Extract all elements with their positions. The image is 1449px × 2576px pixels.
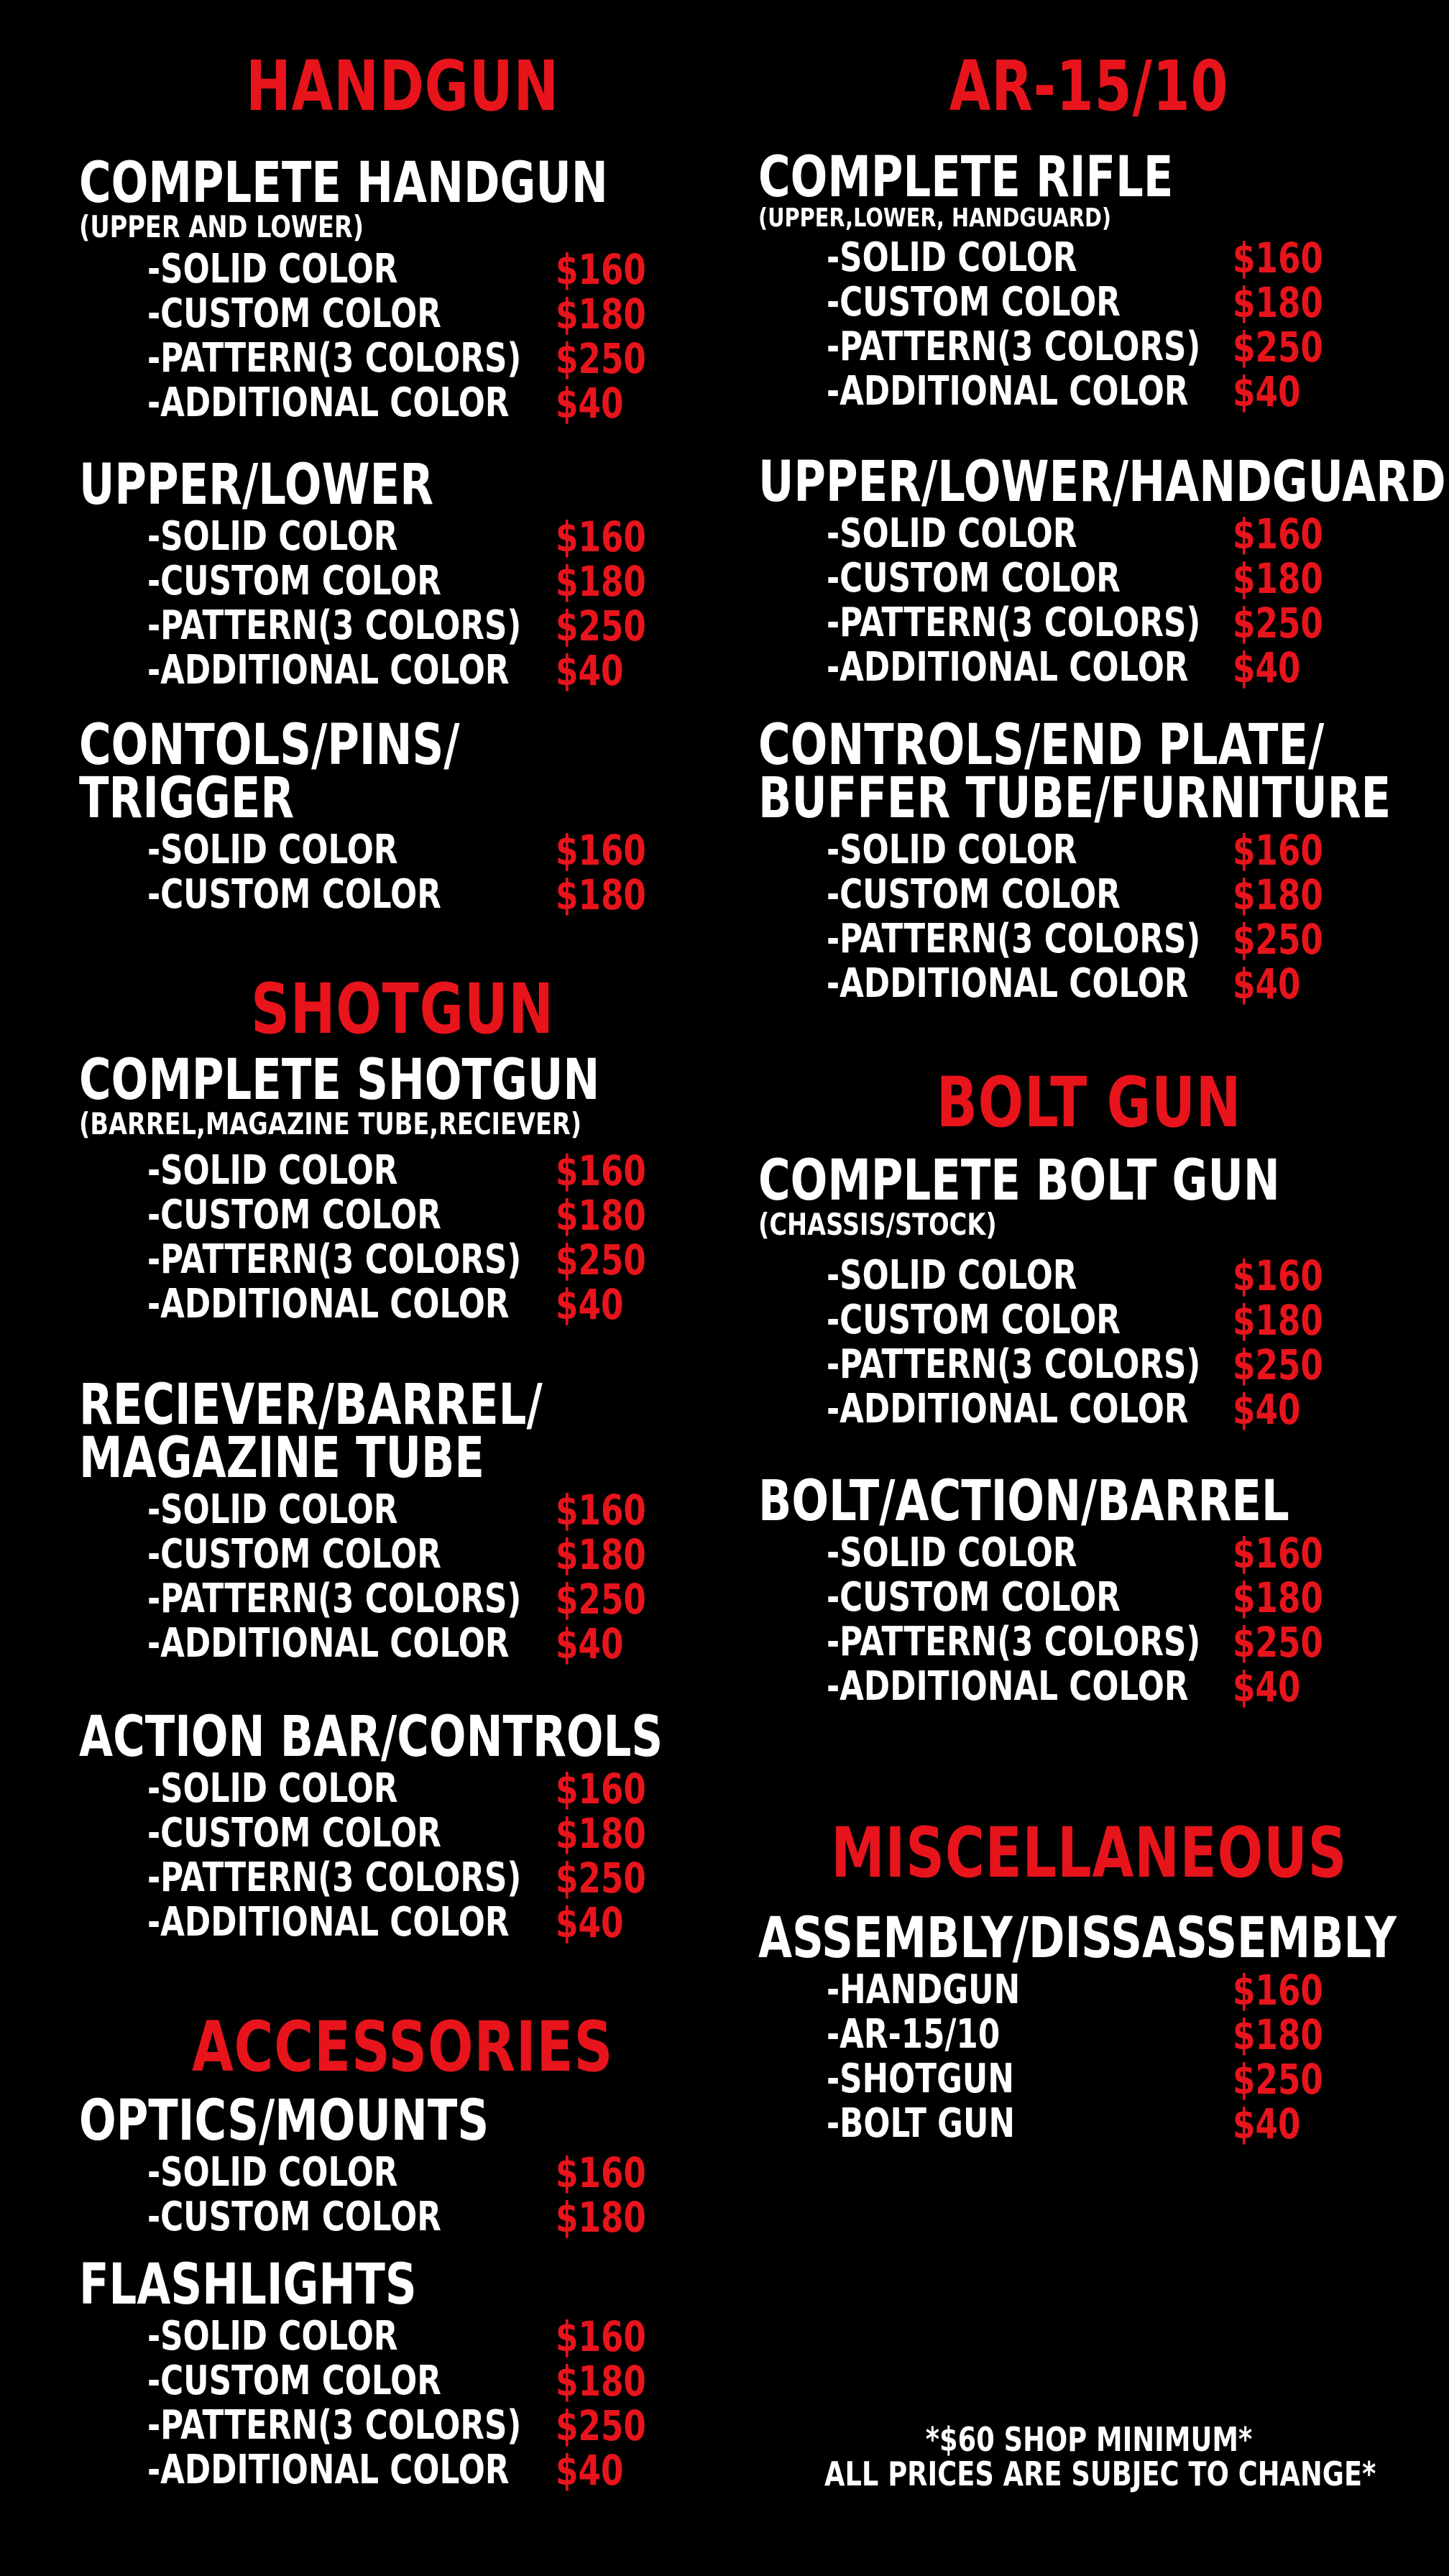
section-complete-handgun xyxy=(79,151,757,428)
item-label: -PATTERN(3 COLORS) xyxy=(147,335,522,382)
item-price: $180 xyxy=(556,1191,646,1240)
price-item xyxy=(79,290,757,339)
item-price: $250 xyxy=(1233,2055,1323,2104)
item-price: $180 xyxy=(556,870,646,919)
section-title-line2: MAGAZINE TUBE xyxy=(79,1426,484,1491)
item-label: -CUSTOM COLOR xyxy=(147,2358,441,2404)
category-title-handgun: HANDGUN xyxy=(246,46,559,126)
price-item xyxy=(758,556,1449,601)
item-price: $250 xyxy=(1233,1340,1323,1389)
price-item xyxy=(79,336,757,381)
section-title: UPPER/LOWER xyxy=(79,453,434,518)
price-item xyxy=(79,1854,827,1903)
item-label: -SOLID COLOR xyxy=(827,827,1077,873)
price-item xyxy=(79,1532,673,1577)
section-complete-rifle xyxy=(758,145,1323,416)
price-item xyxy=(79,826,646,875)
item-label: -SOLID COLOR xyxy=(147,1147,398,1194)
price-item xyxy=(758,599,1449,648)
price-item xyxy=(79,2357,646,2406)
item-label: -CUSTOM COLOR xyxy=(147,290,441,337)
price-item xyxy=(758,2012,1449,2057)
item-label: -SOLID COLOR xyxy=(147,246,398,293)
item-price: $180 xyxy=(556,290,646,339)
price-change-note: ALL PRICES ARE SUBJEC TO CHANGE* xyxy=(824,2455,1376,2493)
item-label: -SOLID COLOR xyxy=(147,1486,398,1533)
price-item xyxy=(79,1811,827,1856)
item-price: $40 xyxy=(556,2446,624,2495)
price-item xyxy=(758,1251,1427,1300)
price-item xyxy=(79,381,757,426)
item-price: $250 xyxy=(556,602,646,650)
item-price: $40 xyxy=(1233,2099,1301,2148)
price-item xyxy=(79,2193,646,2242)
item-price: $40 xyxy=(556,379,624,428)
section-upper-lower xyxy=(79,453,646,695)
price-item xyxy=(79,512,646,561)
section-title: OPTICS/MOUNTS xyxy=(79,2089,489,2153)
item-label: -SOLID COLOR xyxy=(147,1765,398,1812)
price-item xyxy=(758,645,1449,690)
price-item xyxy=(79,2401,646,2450)
section-title: UPPER/LOWER/HANDGUARD xyxy=(758,450,1446,515)
category-title-bolt-gun: BOLT GUN xyxy=(936,1062,1242,1143)
price-item xyxy=(79,247,757,292)
item-price: $250 xyxy=(556,1854,646,1903)
price-item xyxy=(758,1662,1439,1711)
section-action-bar-controls xyxy=(79,1705,827,1947)
section-upper-lower-handguard xyxy=(758,450,1449,692)
shop-minimum-note: *$60 SHOP MINIMUM* xyxy=(925,2420,1253,2459)
item-price: $160 xyxy=(1233,1966,1323,2015)
item-label: -CUSTOM COLOR xyxy=(827,1297,1121,1343)
item-label: -SOLID COLOR xyxy=(827,1530,1077,1576)
section-optics-mounts xyxy=(79,2089,646,2242)
left-column xyxy=(79,0,726,2576)
section-assembly-dissassembly xyxy=(758,1906,1449,2148)
section-title: COMPLETE BOLT GUN xyxy=(758,1149,1280,1213)
section-controls-end-plate-buffer-tube-furniture xyxy=(758,713,1449,1008)
section-title-line1: CONTOLS/PINS/ xyxy=(79,713,460,778)
item-label: -ADDITIONAL COLOR xyxy=(147,380,510,426)
price-item xyxy=(79,557,646,606)
item-label: -ADDITIONAL COLOR xyxy=(147,1620,510,1667)
item-price: $40 xyxy=(1233,1662,1301,1711)
item-price: $40 xyxy=(1233,1385,1301,1434)
item-label: -CUSTOM COLOR xyxy=(147,2194,441,2240)
item-price: $250 xyxy=(556,2401,646,2450)
item-price: $160 xyxy=(1233,234,1323,282)
section-title: BOLT/ACTION/BARREL xyxy=(758,1469,1289,1534)
item-price: $160 xyxy=(556,2148,646,2197)
price-item xyxy=(758,1298,1427,1343)
item-label: -HANDGUN xyxy=(827,1966,1021,2013)
item-label: -ADDITIONAL COLOR xyxy=(147,647,510,694)
footer-note xyxy=(758,2422,1420,2491)
item-price: $160 xyxy=(1233,826,1323,875)
item-label: -PATTERN(3 COLORS) xyxy=(827,916,1201,962)
item-label: -SOLID COLOR xyxy=(147,2149,398,2196)
price-item xyxy=(758,512,1449,556)
item-price: $180 xyxy=(1233,278,1323,327)
item-price: $160 xyxy=(556,512,646,561)
section-controls-pins-trigger xyxy=(79,713,646,919)
item-price: $40 xyxy=(556,1280,624,1329)
price-item xyxy=(79,602,646,650)
price-item xyxy=(758,870,1449,919)
price-item xyxy=(79,1900,827,1945)
price-item xyxy=(758,367,1301,416)
price-item xyxy=(79,1146,747,1195)
item-label: -ADDITIONAL COLOR xyxy=(827,644,1189,691)
item-label: -ADDITIONAL COLOR xyxy=(827,1386,1189,1432)
price-item xyxy=(79,2446,624,2495)
item-label: -CUSTOM COLOR xyxy=(827,871,1121,918)
item-label: -PATTERN(3 COLORS) xyxy=(147,1576,522,1622)
item-label: -CUSTOM COLOR xyxy=(147,1810,441,1857)
item-price: $250 xyxy=(1233,915,1323,964)
item-price: $40 xyxy=(1233,643,1301,692)
item-price: $180 xyxy=(556,1530,646,1579)
item-label: -SOLID COLOR xyxy=(827,234,1077,281)
price-item xyxy=(758,1966,1449,2015)
section-note: (CHASSIS/STOCK) xyxy=(758,1207,997,1242)
item-price: $250 xyxy=(1233,323,1323,372)
item-price: $250 xyxy=(1233,1618,1323,1667)
price-item xyxy=(79,2312,646,2361)
item-label: -PATTERN(3 COLORS) xyxy=(147,1854,522,1901)
item-label: -SOLID COLOR xyxy=(147,2313,398,2360)
item-price: $40 xyxy=(556,1619,624,1668)
item-label: -PATTERN(3 COLORS) xyxy=(827,1619,1201,1665)
item-price: $180 xyxy=(556,1809,646,1858)
item-price: $180 xyxy=(556,2357,646,2406)
section-flashlights xyxy=(79,2253,646,2495)
category-title-ar: AR-15/10 xyxy=(949,46,1229,126)
item-price: $180 xyxy=(556,557,646,606)
price-item xyxy=(758,1387,1427,1432)
price-item xyxy=(758,1620,1439,1665)
section-title-line1: RECIEVER/BARREL/ xyxy=(79,1373,543,1438)
item-price: $40 xyxy=(1233,367,1301,416)
item-price: $250 xyxy=(1233,599,1323,648)
section-complete-shotgun xyxy=(79,1048,747,1329)
item-price: $40 xyxy=(556,646,624,695)
item-price: $160 xyxy=(556,1765,646,1813)
item-label: -PATTERN(3 COLORS) xyxy=(147,602,522,649)
price-item xyxy=(758,962,1449,1006)
item-label: -PATTERN(3 COLORS) xyxy=(147,2402,522,2449)
price-item xyxy=(758,323,1323,372)
item-price: $160 xyxy=(556,1486,646,1535)
item-price: $180 xyxy=(1233,1573,1323,1622)
section-title-line2: TRIGGER xyxy=(79,766,295,831)
section-title: COMPLETE HANDGUN xyxy=(79,151,608,216)
item-price: $160 xyxy=(556,1146,646,1195)
item-label: -PATTERN(3 COLORS) xyxy=(827,1341,1201,1388)
section-title: COMPLETE SHOTGUN xyxy=(79,1048,600,1113)
price-item xyxy=(758,1573,1439,1622)
price-item xyxy=(758,278,1323,327)
item-label: -CUSTOM COLOR xyxy=(147,871,441,918)
section-title: COMPLETE RIFLE xyxy=(758,145,1174,210)
item-label: -SHOTGUN xyxy=(827,2056,1014,2102)
item-label: -CUSTOM COLOR xyxy=(827,279,1121,326)
item-label: -PATTERN(3 COLORS) xyxy=(827,323,1201,370)
item-price: $160 xyxy=(556,245,646,294)
item-label: -ADDITIONAL COLOR xyxy=(147,1281,510,1328)
section-title: ASSEMBLY/DISSASSEMBLY xyxy=(758,1906,1397,1971)
right-column xyxy=(758,0,1446,2576)
item-label: -CUSTOM COLOR xyxy=(827,555,1121,602)
section-note: (UPPER AND LOWER) xyxy=(79,209,364,244)
item-price: $40 xyxy=(556,1898,624,1947)
price-item xyxy=(79,1767,827,1811)
price-item xyxy=(758,1340,1427,1389)
item-label: -PATTERN(3 COLORS) xyxy=(827,599,1201,646)
section-bolt-action-barrel xyxy=(758,1469,1439,1711)
price-item xyxy=(79,1193,747,1238)
item-label: -BOLT GUN xyxy=(827,2100,1016,2147)
item-label: -ADDITIONAL COLOR xyxy=(827,960,1189,1007)
item-label: -AR-15/10 xyxy=(827,2011,1000,2058)
item-price: $180 xyxy=(1233,2010,1323,2059)
section-reciever-barrel-magazine-tube xyxy=(79,1373,673,1668)
item-label: -SOLID COLOR xyxy=(147,513,398,560)
item-price: $250 xyxy=(556,1236,646,1284)
price-item xyxy=(79,1577,673,1622)
item-price: $250 xyxy=(556,1575,646,1624)
item-price: $160 xyxy=(1233,510,1323,558)
item-price: $160 xyxy=(556,2312,646,2361)
section-note: (UPPER,LOWER, HANDGUARD) xyxy=(758,203,1112,233)
price-item xyxy=(79,2148,646,2197)
category-title-miscellaneous: MISCELLANEOUS xyxy=(831,1813,1348,1893)
price-item xyxy=(79,870,646,919)
item-label: -ADDITIONAL COLOR xyxy=(827,1663,1189,1710)
item-label: -CUSTOM COLOR xyxy=(147,1531,441,1578)
price-item xyxy=(758,234,1323,282)
price-item xyxy=(79,1282,747,1327)
price-item xyxy=(79,646,624,695)
price-item xyxy=(79,1486,673,1535)
section-title-line2: BUFFER TUBE/FURNITURE xyxy=(758,766,1392,831)
section-title: ACTION BAR/CONTROLS xyxy=(79,1705,663,1770)
item-price: $160 xyxy=(1233,1251,1323,1300)
item-price: $250 xyxy=(556,334,646,383)
item-label: -SOLID COLOR xyxy=(827,510,1077,557)
category-title-accessories: ACCESSORIES xyxy=(191,2007,614,2087)
item-label: -SOLID COLOR xyxy=(827,1252,1077,1299)
price-item xyxy=(79,1619,673,1668)
item-label: -CUSTOM COLOR xyxy=(147,1192,441,1238)
item-price: $180 xyxy=(1233,554,1323,603)
price-item xyxy=(758,2057,1449,2102)
price-item xyxy=(758,828,1449,873)
item-label: -SOLID COLOR xyxy=(147,827,398,873)
item-label: -ADDITIONAL COLOR xyxy=(147,2447,510,2493)
price-item xyxy=(79,1238,747,1282)
item-label: -ADDITIONAL COLOR xyxy=(827,368,1189,415)
category-title-shotgun: SHOTGUN xyxy=(251,969,554,1049)
item-label: -ADDITIONAL COLOR xyxy=(147,1899,510,1946)
item-label: -CUSTOM COLOR xyxy=(827,1574,1121,1621)
item-price: $160 xyxy=(1233,1529,1323,1578)
price-item xyxy=(758,2099,1449,2148)
item-price: $180 xyxy=(556,2193,646,2242)
section-note: (BARREL,MAGAZINE TUBE,RECIEVER) xyxy=(79,1106,582,1141)
section-complete-bolt-gun xyxy=(758,1149,1427,1434)
item-label: -CUSTOM COLOR xyxy=(147,558,441,604)
item-price: $160 xyxy=(556,826,646,875)
price-item xyxy=(758,1531,1439,1576)
section-title: FLASHLIGHTS xyxy=(79,2253,417,2317)
section-title-line1: CONTROLS/END PLATE/ xyxy=(758,713,1325,778)
item-label: -PATTERN(3 COLORS) xyxy=(147,1236,522,1283)
item-price: $40 xyxy=(1233,960,1301,1008)
price-item xyxy=(758,917,1449,962)
item-price: $180 xyxy=(1233,870,1323,919)
item-price: $180 xyxy=(1233,1296,1323,1345)
